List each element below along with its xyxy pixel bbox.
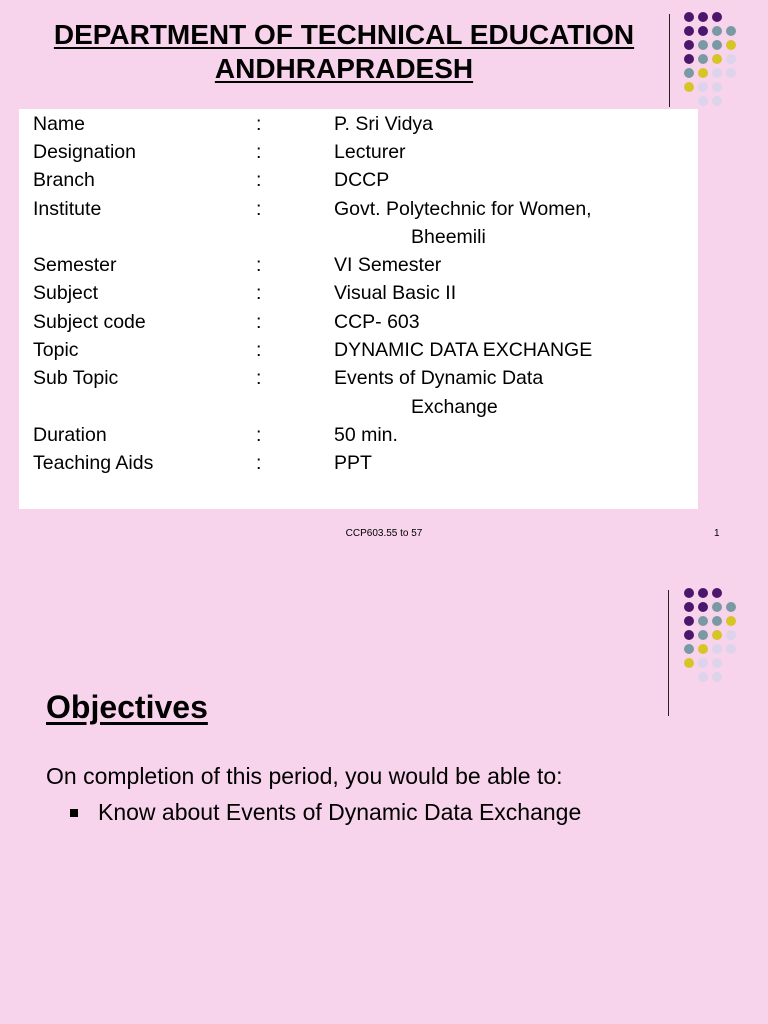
objectives-intro: On completion of this period, you would be able to: — [46, 763, 563, 789]
info-value: Govt. Polytechnic for Women, — [334, 198, 592, 220]
info-row-continuation — [19, 223, 698, 251]
info-label: Subject — [33, 282, 99, 304]
info-separator: : — [256, 424, 262, 446]
decorative-dot — [712, 658, 722, 668]
info-row — [19, 308, 698, 336]
decorative-dot — [712, 630, 722, 640]
decorative-dot — [712, 82, 722, 92]
info-separator: : — [256, 113, 262, 135]
decorative-dot — [698, 54, 708, 64]
info-separator: : — [256, 367, 262, 389]
info-label: Semester — [33, 254, 117, 276]
info-label: Subject code — [33, 311, 146, 333]
objectives-heading: Objectives — [46, 689, 208, 725]
decorative-dot — [726, 68, 736, 78]
title-line-1: DEPARTMENT OF TECHNICAL EDUCATION — [53, 19, 635, 50]
decorative-dot — [698, 658, 708, 668]
info-row — [19, 364, 698, 392]
info-value: PPT — [334, 452, 372, 474]
info-row — [19, 166, 698, 194]
decorative-dot — [698, 82, 708, 92]
decorative-dot — [698, 630, 708, 640]
info-label: Institute — [33, 198, 102, 220]
info-label: Designation — [33, 141, 136, 163]
info-value: Lecturer — [334, 141, 406, 163]
info-label: Topic — [33, 339, 79, 361]
info-value: Bheemili — [411, 226, 486, 248]
info-value: 50 min. — [334, 424, 398, 446]
decorative-dot — [712, 96, 722, 106]
decorative-dot — [698, 588, 708, 598]
info-label: Sub Topic — [33, 367, 119, 389]
info-separator: : — [256, 311, 262, 333]
decorative-dot — [684, 588, 694, 598]
decorative-dot — [684, 658, 694, 668]
decorative-dot — [698, 26, 708, 36]
decorative-dot — [712, 68, 722, 78]
decorative-dot — [698, 672, 708, 682]
decorative-dot — [698, 616, 708, 626]
info-table — [19, 109, 698, 509]
decorative-dot — [712, 54, 722, 64]
decorative-dot — [684, 40, 694, 50]
info-row — [19, 279, 698, 307]
decorative-dot — [712, 26, 722, 36]
info-value: DCCP — [334, 169, 390, 191]
divider-line — [668, 590, 669, 716]
decorative-dot — [726, 40, 736, 50]
decorative-dot — [726, 616, 736, 626]
decorative-dot — [684, 68, 694, 78]
info-separator: : — [256, 141, 262, 163]
info-row — [19, 110, 698, 138]
info-value: P. Sri Vidya — [334, 113, 434, 135]
info-separator: : — [256, 452, 262, 474]
decorative-dot — [684, 616, 694, 626]
bullet-text: Know about Events of Dynamic Data Exchange — [98, 799, 582, 825]
info-row — [19, 251, 698, 279]
decorative-dot — [712, 602, 722, 612]
info-label: Duration — [33, 424, 107, 446]
decorative-dot — [726, 602, 736, 612]
decorative-dot — [684, 82, 694, 92]
decorative-dot — [698, 12, 708, 22]
info-label: Teaching Aids — [33, 452, 154, 474]
decorative-dot — [712, 616, 722, 626]
info-separator: : — [256, 169, 262, 191]
info-value: Exchange — [411, 396, 498, 418]
bullet-square-icon — [70, 809, 78, 817]
decorative-dot — [712, 644, 722, 654]
decorative-dot — [712, 672, 722, 682]
info-separator: : — [256, 198, 262, 220]
info-value: CCP- 603 — [334, 311, 420, 333]
decorative-dot — [698, 40, 708, 50]
slide-2 — [0, 576, 768, 1024]
info-value: DYNAMIC DATA EXCHANGE — [334, 339, 593, 361]
info-row — [19, 138, 698, 166]
decorative-dot — [684, 644, 694, 654]
info-row-continuation — [19, 393, 698, 421]
info-row — [19, 336, 698, 364]
decorative-dot — [712, 12, 722, 22]
decorative-dot — [684, 602, 694, 612]
decorative-dot — [712, 40, 722, 50]
title-line-2: ANDHRAPRADESH — [214, 53, 474, 84]
divider-line — [669, 14, 670, 107]
decorative-dot — [698, 96, 708, 106]
info-separator: : — [256, 339, 262, 361]
decorative-dot — [726, 54, 736, 64]
info-value: Events of Dynamic Data — [334, 367, 544, 389]
info-label: Branch — [33, 169, 95, 191]
decorative-dot — [698, 644, 708, 654]
info-label: Name — [33, 113, 86, 135]
info-row — [19, 449, 698, 477]
decorative-dot — [726, 630, 736, 640]
info-value: Visual Basic II — [334, 282, 457, 304]
decorative-dot — [698, 68, 708, 78]
decorative-dot — [684, 54, 694, 64]
info-value: VI Semester — [334, 254, 442, 276]
decorative-dot — [684, 630, 694, 640]
page-number: 1 — [714, 528, 720, 539]
footer-code: CCP603.55 to 57 — [345, 528, 423, 539]
info-row — [19, 195, 698, 223]
decorative-dot — [726, 26, 736, 36]
decorative-dot — [684, 26, 694, 36]
info-separator: : — [256, 282, 262, 304]
info-row — [19, 421, 698, 449]
decorative-dot — [726, 644, 736, 654]
decorative-dot — [698, 602, 708, 612]
decorative-dot — [684, 12, 694, 22]
info-separator: : — [256, 254, 262, 276]
decorative-dot — [712, 588, 722, 598]
slide-title — [0, 18, 688, 86]
